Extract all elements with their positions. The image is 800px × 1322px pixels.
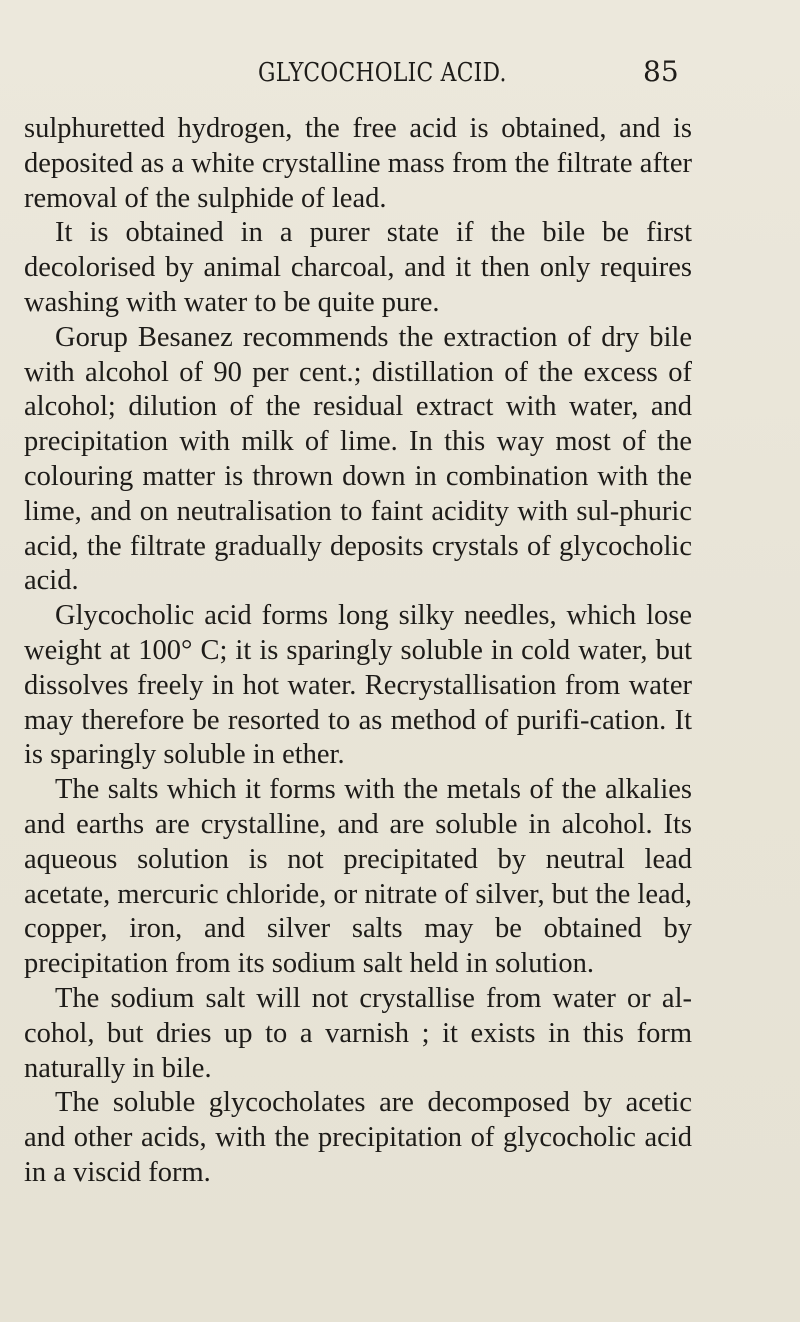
running-title: GLYCOCHOLIC ACID. <box>258 58 507 88</box>
paragraph: It is obtained in a purer state if the bile be first decolorised by animal charcoal, and it then only requires washing with water to be quite pure. <box>24 217 692 318</box>
paragraph: The soluble glycocholates are decomposed by acetic and other acids, with the precipitation of glycocholic acid in a viscid form. <box>24 1087 692 1188</box>
paragraph: Glycocholic acid forms long silky needles, which lose weight at 100° C; it is sparingly soluble in cold water, but dissolves freely in hot water. Recrystallisation from water may therefore be resorted to as method of purifi-cation. It is sparingly soluble in ether. <box>24 600 692 771</box>
paragraph: The salts which it forms with the metals of the alkalies and earths are crystalline, and are soluble in alcohol. Its aqueous solution is not precipitated by neutral lead acetate, mercuric chloride, or nitrate of silver, but the lead, copper, iron, and silver salts may be obtained by precipitation from its sodium salt held in solution. <box>24 774 692 980</box>
paragraph: Gorup Besanez recommends the extraction of dry bile with alcohol of 90 per cent.; distillation of the excess of alcohol; dilution of the residual extract with water, and precipitation with milk of lime. In this way most of the colouring matter is thrown down in combination with the lime, and on neutralisation to faint acidity with sul-phuric acid, the filtrate gradually deposits crystals of glycocholic acid. <box>24 321 692 597</box>
paragraph: The sodium salt will not crystallise from water or al-cohol, but dries up to a varnish ; it exists in this form naturally in bile. <box>24 982 692 1084</box>
paragraph-continued: sulphuretted hydrogen, the free acid is obtained, and is deposited as a white crystalline mass from the filtrate after removal of the sulphide of lead. <box>24 113 692 214</box>
page-number: 85 <box>643 55 679 88</box>
body-text <box>24 112 692 1191</box>
